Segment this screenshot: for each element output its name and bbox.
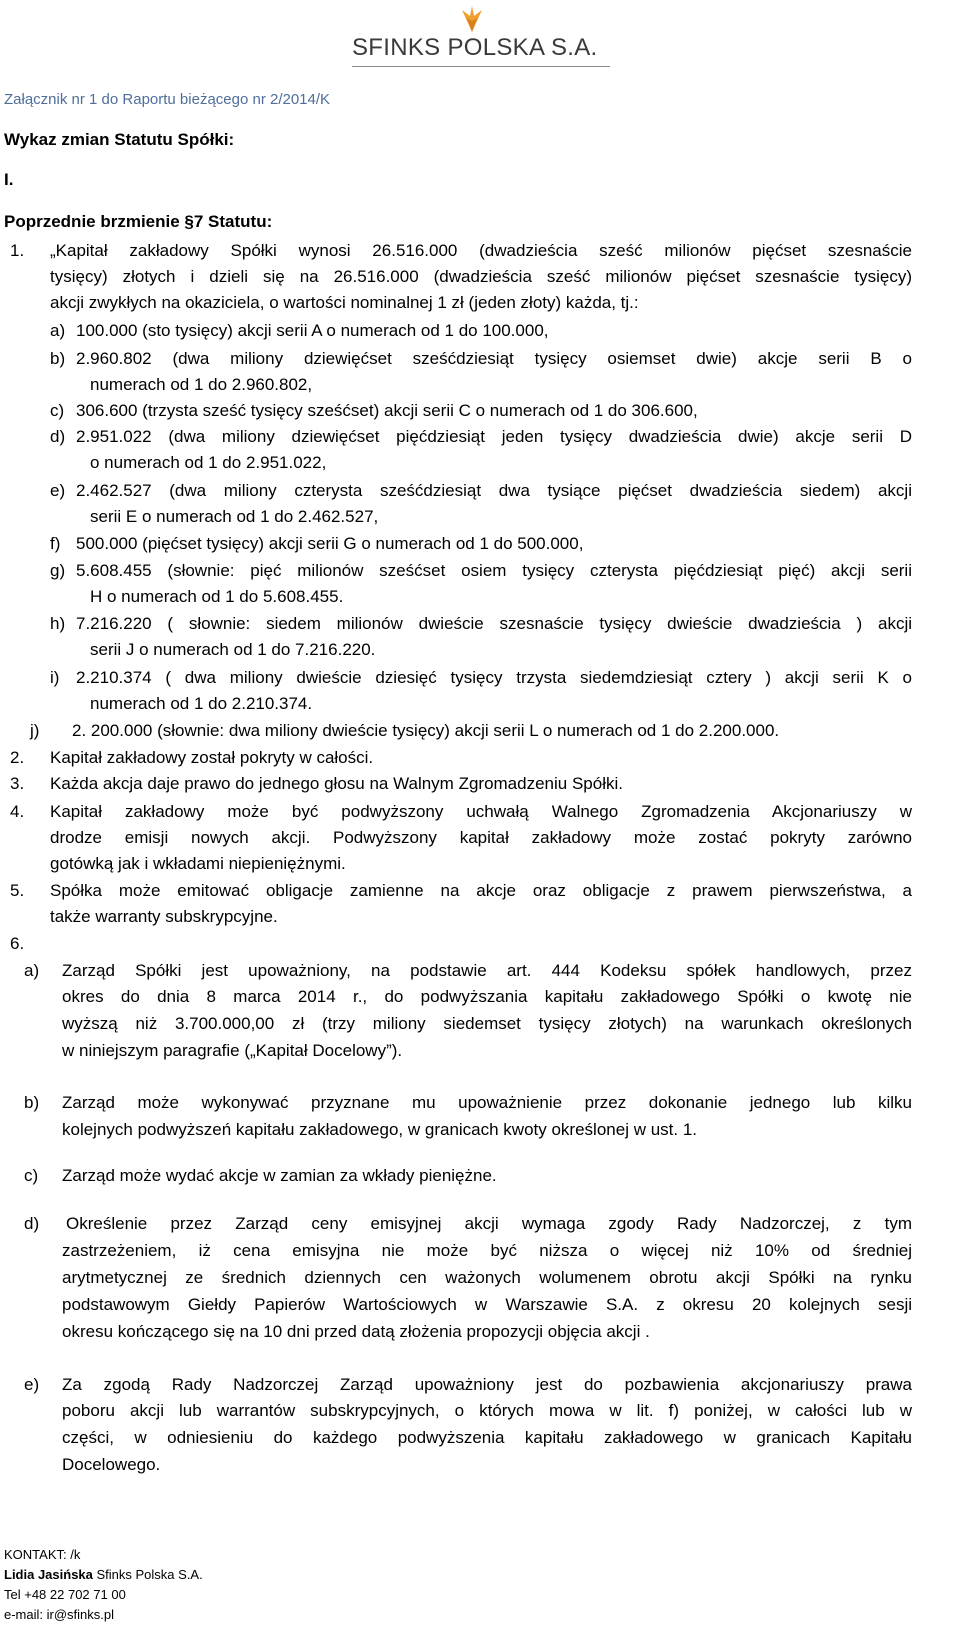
par6-a-letter: a) bbox=[24, 961, 40, 980]
series-text: 2.951.022 (dwa miliony dziewięćset pięćdziesiąt jeden tysięcy dwadzieścia dwie) akcje serii D bbox=[76, 427, 912, 446]
par6-b-letter: b) bbox=[24, 1093, 40, 1112]
item-5-number: 5. bbox=[10, 881, 25, 900]
par6-c-line: Zarząd może wydać akcje w zamian za wkłady pieniężne. bbox=[62, 1166, 497, 1185]
section-subtitle: Poprzednie brzmienie §7 Statutu: bbox=[4, 212, 273, 231]
par6-e-line: Za zgodą Rady Nadzorczej Zarząd upoważniony jest do pozbawienia akcjonariuszy prawa bbox=[62, 1375, 912, 1394]
logo-text: SFINKS POLSKA S.A. bbox=[352, 34, 598, 61]
par6-b-line: Zarząd może wykonywać przyznane mu upoważnienie przez dokonanie jednego lub kilku bbox=[62, 1093, 912, 1112]
item-3-text: Każda akcja daje prawo do jednego głosu na Walnym Zgromadzeniu Spółki. bbox=[50, 774, 623, 793]
item-1-line-2: tysięcy) złotych i dzieli się na 26.516.000 (dwadzieścia sześć milionów pięćset szesnaście tysięcy) bbox=[50, 267, 912, 286]
item-4-line-2: drodze emisji nowych akcji. Podwyższony kapitał zakładowy może zostać pokryty zarówno bbox=[50, 828, 912, 847]
series-letter: c) bbox=[50, 401, 65, 420]
series-text-cont: numerach od 1 do 2.960.802, bbox=[90, 375, 313, 394]
footer-contact: KONTAKT: /k bbox=[4, 1547, 81, 1562]
series-letter: i) bbox=[50, 668, 60, 687]
series-text-cont: numerach od 1 do 2.210.374. bbox=[90, 694, 313, 713]
series-text: 2.960.802 (dwa miliony dziewięćset sześćdziesiąt tysięcy osiemset dwie) akcje serii B o bbox=[76, 349, 912, 368]
par6-e-line: poboru akcji lub warrantów subskrypcyjnych, o których mowa w lit. f) poniżej, w całości lub w bbox=[62, 1401, 912, 1420]
item-5-line-2: także warranty subskrypcyjne. bbox=[50, 907, 278, 926]
item-2-number: 2. bbox=[10, 748, 25, 767]
par6-e-line: Docelowego. bbox=[62, 1455, 161, 1474]
series-text: 2.210.374 ( dwa miliony dwieście dziesięć tysięcy trzysta siedemdziesiąt cztery ) akcji serii K o bbox=[76, 668, 912, 687]
logo-divider bbox=[352, 66, 610, 67]
series-letter: e) bbox=[50, 481, 66, 500]
par6-d-line: Określenie przez Zarząd ceny emisyjnej akcji wymaga zgody Rady Nadzorczej, z tym bbox=[66, 1214, 912, 1233]
par6-a-line: wyższą niż 3.700.000,00 zł (trzy miliony siedemset tysięcy złotych) na warunkach określonych bbox=[62, 1014, 912, 1033]
par6-d-line: zastrzeżeniem, iż cena emisyjna nie może być niższa o więcej niż 10% od średniej bbox=[62, 1241, 912, 1260]
item-5-line-1: Spółka może emitować obligacje zamienne na akcje oraz obligacje z prawem pierwszeństwa, a bbox=[50, 881, 912, 900]
par6-d-line: okresu kończącego się na 10 dni przed datą złożenia propozycji objęcia akcji . bbox=[62, 1322, 650, 1341]
par6-b-line: kolejnych podwyższeń kapitału zakładowego, w granicach kwoty określonej w ust. 1. bbox=[62, 1120, 697, 1139]
par6-c-letter: c) bbox=[24, 1166, 39, 1185]
series-text: 306.600 (trzysta sześć tysięcy sześćset) akcji serii C o numerach od 1 do 306.600, bbox=[76, 401, 698, 420]
item-4-line-3: gotówką jak i wkładami niepieniężnymi. bbox=[50, 854, 346, 873]
series-letter: b) bbox=[50, 349, 66, 368]
item-6-number: 6. bbox=[10, 934, 25, 953]
footer-company: Sfinks Polska S.A. bbox=[92, 1567, 203, 1582]
item-4-line-1: Kapitał zakładowy może być podwyższony uchwałą Walnego Zgromadzenia Akcjonariuszy w bbox=[50, 802, 912, 821]
series-text: 2. 200.000 (słownie: dwa miliony dwieście tysięcy) akcji serii L o numerach od 1 do 2.200.000. bbox=[72, 721, 780, 740]
series-letter: h) bbox=[50, 614, 66, 633]
section-number: I. bbox=[4, 170, 14, 189]
footer-email[interactable]: e-mail: ir@sfinks.pl bbox=[4, 1607, 114, 1622]
item-1-number: 1. bbox=[10, 241, 25, 260]
series-text-cont: H o numerach od 1 do 5.608.455. bbox=[90, 587, 344, 606]
footer-person bbox=[4, 1567, 203, 1582]
series-letter: f) bbox=[50, 534, 61, 553]
par6-a-line: w niniejszym paragrafie („Kapitał Docelowy”). bbox=[62, 1041, 403, 1060]
item-4-number: 4. bbox=[10, 802, 25, 821]
item-2-text: Kapitał zakładowy został pokryty w całości. bbox=[50, 748, 374, 767]
series-text-cont: o numerach od 1 do 2.951.022, bbox=[90, 453, 327, 472]
par6-d-line: podstawowym Giełdy Papierów Wartościowych w Warszawie S.A. z okresu 20 kolejnych sesji bbox=[62, 1295, 912, 1314]
logo-flame-icon bbox=[456, 4, 488, 34]
document-title: Wykaz zmian Statutu Spółki: bbox=[4, 130, 235, 149]
company-logo bbox=[352, 4, 610, 68]
annex-title: Załącznik nr 1 do Raportu bieżącego nr 2/2014/K bbox=[4, 91, 331, 108]
series-text-cont: serii J o numerach od 1 do 7.216.220. bbox=[90, 640, 376, 659]
series-letter: j) bbox=[30, 721, 40, 740]
par6-a-line: okres do dnia 8 marca 2014 r., do podwyższania kapitału zakładowego Spółki o kwotę nie bbox=[62, 987, 912, 1006]
series-text: 100.000 (sto tysięcy) akcji serii A o numerach od 1 do 100.000, bbox=[76, 321, 549, 340]
par6-d-line: arytmetycznej ze średnich dziennych cen ważonych wolumenem obrotu akcji Spółki na rynku bbox=[62, 1268, 912, 1287]
footer-name: Lidia Jasińska bbox=[4, 1567, 93, 1582]
series-letter: g) bbox=[50, 561, 66, 580]
par6-e-letter: e) bbox=[24, 1375, 40, 1394]
par6-a-line: Zarząd Spółki jest upoważniony, na podstawie art. 444 Kodeksu spółek handlowych, przez bbox=[62, 961, 912, 980]
series-text: 5.608.455 (słownie: pięć milionów sześćset osiem tysięcy czterysta pięćdziesiąt pięć) akcji serii bbox=[76, 561, 912, 580]
series-text: 500.000 (pięćset tysięcy) akcji serii G o numerach od 1 do 500.000, bbox=[76, 534, 584, 553]
item-1-line-3: akcji zwykłych na okaziciela, o wartości nominalnej 1 zł (jeden złoty) każda, tj.: bbox=[50, 293, 639, 312]
item-3-number: 3. bbox=[10, 774, 25, 793]
series-letter: d) bbox=[50, 427, 66, 446]
series-text: 2.462.527 (dwa miliony czterysta sześćdziesiąt dwa tysiące pięćset dwadzieścia siedem) akcji bbox=[76, 481, 912, 500]
item-1-line-1: „Kapitał zakładowy Spółki wynosi 26.516.000 (dwadzieścia sześć milionów pięćset szesnaście bbox=[50, 241, 912, 260]
par6-d-letter: d) bbox=[24, 1214, 40, 1233]
series-text: 7.216.220 ( słownie: siedem milionów dwieście szesnaście tysięcy dwieście dwadzieścia ) akcji bbox=[76, 614, 912, 633]
par6-e-line: części, w odniesieniu do każdego podwyższenia kapitału zakładowego w granicach Kapitału bbox=[62, 1428, 912, 1447]
footer-phone: Tel +48 22 702 71 00 bbox=[4, 1587, 126, 1602]
series-text-cont: serii E o numerach od 1 do 2.462.527, bbox=[90, 507, 379, 526]
series-letter: a) bbox=[50, 321, 66, 340]
